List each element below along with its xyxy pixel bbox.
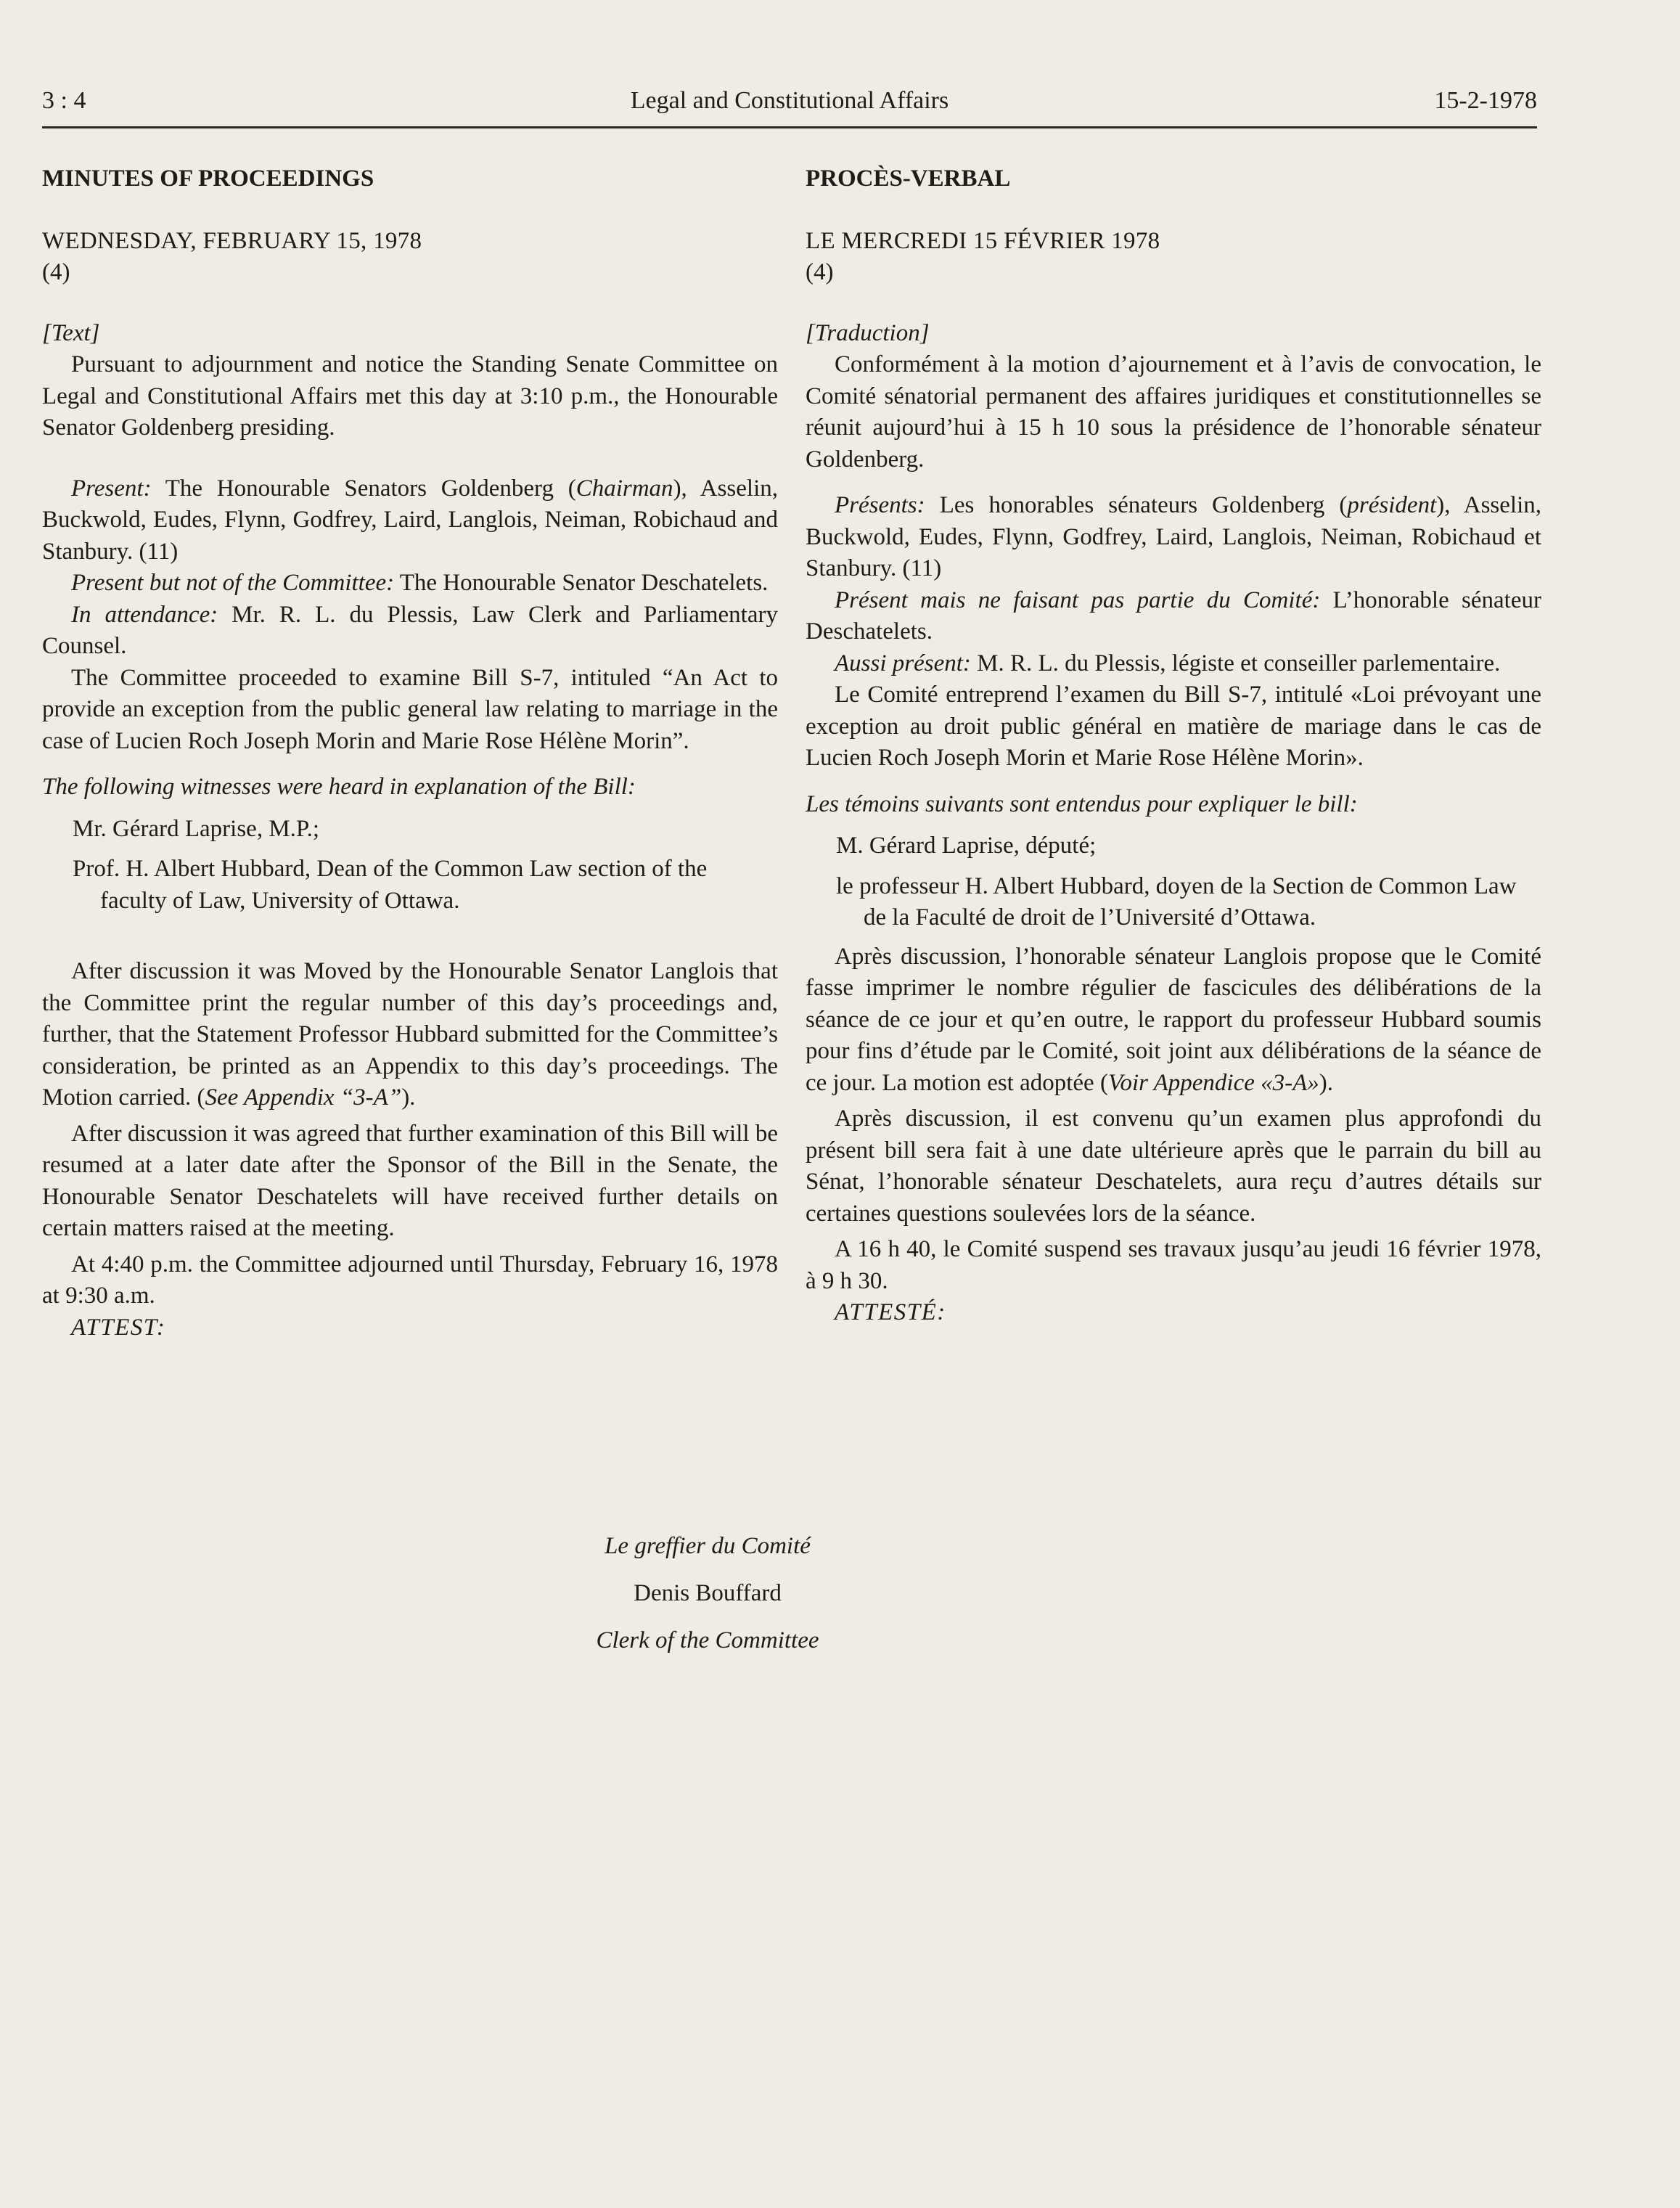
witnesses-heading: The following witnesses were heard in explanation of the Bill: xyxy=(42,774,636,800)
french-column xyxy=(806,163,1541,1329)
text-tag: [Text] xyxy=(42,319,100,346)
bill-paragraph: Le Comité entreprend l’examen du Bill S-7, intitulé «Loi prévoyant une exception au droit public général en matière de mariage dans le cas de Lucien Roch Joseph Morin et Marie Rose Hélène Morin». xyxy=(806,682,1541,771)
opening-paragraph: Pursuant to adjournment and notice the Standing Senate Committee on Legal and Constitutional Affairs met this day at 3:10 p.m., the Honourable Senator Goldenberg presiding. xyxy=(42,351,778,441)
page-header xyxy=(42,81,1537,128)
proces-verbal-heading: PROCÈS-VERBAL xyxy=(806,165,1011,192)
agreed-paragraph: Après discussion, il est convenu qu’un examen plus approfondi du présent bill sera fait à une date ultérieure après que le parrain du bill au Sénat, l’honorable sénateur Deschatelets, aura reçu d’autres détails sur certaines questions soulevées lors de la séance. xyxy=(806,1105,1541,1227)
attest-label: ATTEST: xyxy=(71,1314,166,1341)
meeting-date: LE MERCREDI 15 FÉVRIER 1978 xyxy=(806,227,1160,254)
present-not-paragraph: Present but not of the Committee: The Honourable Senator Deschatelets. xyxy=(71,570,769,596)
present-paragraph: Present: The Honourable Senators Goldenberg (Chairman), Asselin, Buckwold, Eudes, Flynn, Godfrey, Laird, Langlois, Neiman, Robichaud and Stanbury. (11) xyxy=(42,475,778,565)
witnesses-heading: Les témoins suivants sont entendus pour expliquer le bill: xyxy=(806,790,1358,817)
clerk-name: Denis Bouffard xyxy=(634,1580,782,1606)
clerk-title-fr: Le greffier du Comité xyxy=(605,1533,811,1559)
adjourn-paragraph: At 4:40 p.m. the Committee adjourned until Thursday, February 16, 1978 at 9:30 a.m. xyxy=(42,1251,778,1309)
minutes-heading: MINUTES OF PROCEEDINGS xyxy=(42,165,374,192)
bill-paragraph: The Committee proceeded to examine Bill S-7, intituled “An Act to provide an exception from the public general law relating to marriage in the case of Lucien Roch Joseph Morin and Marie Rose Hélène Morin”. xyxy=(42,664,778,754)
english-column xyxy=(42,163,778,1344)
translation-tag: [Traduction] xyxy=(806,319,930,346)
witness-item: Prof. H. Albert Hubbard, Dean of the Common Law section of the faculty of Law, University of Ottawa. xyxy=(73,856,708,914)
witness-item: le professeur H. Albert Hubbard, doyen de la Section de Common Law de la Faculté de droit de l’Université d’Ottawa. xyxy=(836,872,1517,931)
attendance-paragraph: Aussi présent: M. R. L. du Plessis, légiste et conseiller parlementaire. xyxy=(835,650,1501,676)
clerk-title-en: Clerk of the Committee xyxy=(596,1627,819,1653)
attendance-paragraph: In attendance: Mr. R. L. du Plessis, Law Clerk and Parliamentary Counsel. xyxy=(42,601,778,659)
running-title: Legal and Constitutional Affairs xyxy=(630,87,949,114)
page-number: 3 : 4 xyxy=(42,87,86,114)
attest-label: ATTESTÉ: xyxy=(835,1299,946,1325)
motion-paragraph: Après discussion, l’honorable sénateur Langlois propose que le Comité fasse imprimer le nombre régulier de fascicules des délibérations de la séance de ce jour et qu’en outre, le rapport du professeur Hubbard soumis pour fins d’étude par le Comité, soit joint aux délibérations de la séance de ce jour. La motion est adoptée (Voir Appendice «3-A»). xyxy=(806,943,1541,1096)
opening-paragraph: Conformément à la motion d’ajournement et à l’avis de convocation, le Comité sénatorial permanent des affaires juridiques et constitutionnelles se réunit aujourd’hui à 15 h 10 sous la présidence de l’honorable sénateur Goldenberg. xyxy=(806,351,1541,473)
witness-item: M. Gérard Laprise, député; xyxy=(836,833,1097,859)
header-date: 15-2-1978 xyxy=(1434,87,1537,114)
meeting-date: WEDNESDAY, FEBRUARY 15, 1978 xyxy=(42,227,422,254)
witness-item: Mr. Gérard Laprise, M.P.; xyxy=(73,815,320,842)
meeting-number: (4) xyxy=(42,259,70,285)
agreed-paragraph: After discussion it was agreed that further examination of this Bill will be resumed at a later date after the Sponsor of the Bill in the Senate, the Honourable Senator Deschatelets will have received further details on certain matters raised at the meeting. xyxy=(42,1120,778,1241)
motion-paragraph: After discussion it was Moved by the Honourable Senator Langlois that the Committee print the regular number of this day’s proceedings and, further, that the Statement Professor Hubbard submitted for the Committee’s consideration, be printed as an Appendix to this day’s proceedings. The Motion carried. (See Appendix “3-A”). xyxy=(42,958,778,1111)
signature-block xyxy=(0,1523,1212,1664)
adjourn-paragraph: A 16 h 40, le Comité suspend ses travaux jusqu’au jeudi 16 février 1978, à 9 h 30. xyxy=(806,1236,1541,1294)
meeting-number: (4) xyxy=(806,259,834,285)
present-paragraph: Présents: Les honorables sénateurs Goldenberg (président), Asselin, Buckwold, Eudes, Flynn, Godfrey, Laird, Langlois, Neiman, Robichaud et Stanbury. (11) xyxy=(806,492,1541,581)
present-not-paragraph: Présent mais ne faisant pas partie du Comité: L’honorable sénateur Deschatelets. xyxy=(806,586,1541,645)
